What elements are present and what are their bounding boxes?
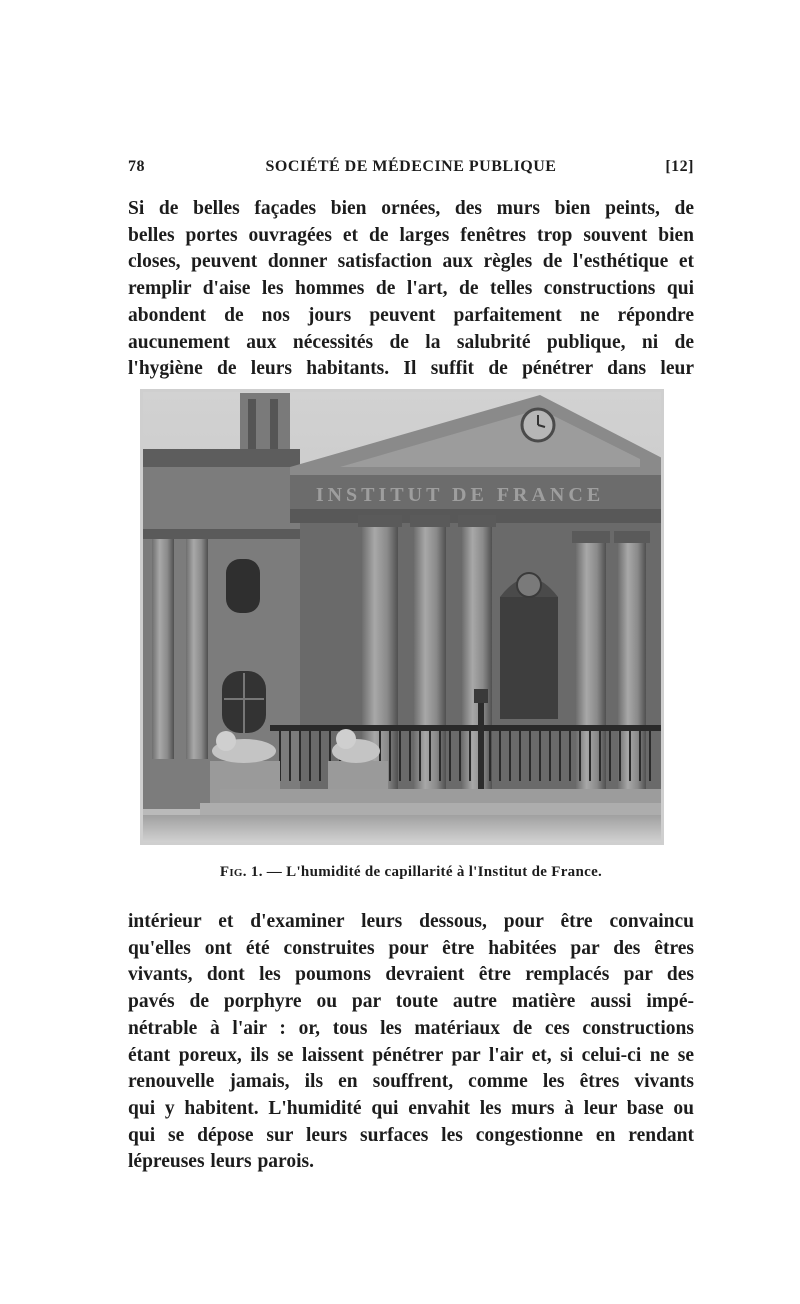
text-line: qui y habitent. L'humidité qui envahit les murs à leur base ou bbox=[128, 1097, 694, 1119]
facade-inscription: INSTITUT DE FRANCE bbox=[315, 484, 605, 506]
text-line: aucunement aux nécessités de la salubrité publique, ni de bbox=[128, 331, 694, 353]
figure-caption bbox=[128, 864, 694, 881]
text-line: Si de belles façades bien ornées, des murs bien peints, de bbox=[128, 198, 694, 219]
text-line: renouvelle jamais, ils en souffrent, comme les êtres vivants bbox=[128, 1071, 694, 1093]
text-line: closes, peuvent donner satisfaction aux règles de l'esthétique et bbox=[128, 251, 694, 273]
text-line: qui se dépose sur leurs surfaces les congestionne en rendant bbox=[128, 1124, 694, 1146]
text-line: intérieur et d'examiner leurs dessous, pour être convaincu bbox=[128, 911, 694, 932]
figure-caption-text: — L'humidité de capillarité à l'Institut de France. bbox=[262, 864, 603, 880]
page-number: 78 bbox=[128, 158, 145, 175]
section-number: [12] bbox=[665, 158, 694, 175]
text-line: lépreuses leurs parois. bbox=[128, 1151, 314, 1173]
text-line: belles portes ouvragées et de larges fenêtres trop souvent bien bbox=[128, 224, 694, 246]
text-line: pavés de porphyre ou par toute autre matière aussi impé- bbox=[128, 991, 694, 1013]
text-line: vivants, dont les poumons devraient être remplacés par des bbox=[128, 964, 694, 986]
figure-label: Fig. 1. bbox=[219, 864, 263, 880]
running-header bbox=[128, 158, 694, 182]
text-line: l'hygiène de leurs habitants. Il suffit de pénétrer dans leur bbox=[128, 358, 694, 380]
paragraph-top bbox=[128, 196, 694, 383]
text-line: abondent de nos jours peuvent parfaitement ne répondre bbox=[128, 304, 694, 326]
running-title: SOCIÉTÉ DE MÉDECINE PUBLIQUE bbox=[265, 158, 557, 175]
text-line: nétrable à l'air : or, tous les matériaux de ces constructions bbox=[128, 1017, 694, 1039]
text-line: étant poreux, ils se laissent pénétrer par l'air et, si celui-ci ne se bbox=[128, 1044, 694, 1066]
building-facade-illustration bbox=[140, 389, 664, 845]
paragraph-bottom bbox=[128, 909, 694, 1176]
text-line: qu'elles ont été construites pour être habitées par des êtres bbox=[128, 937, 694, 959]
institut-de-france-photograph bbox=[140, 389, 664, 845]
text-line: remplir d'aise les hommes de l'art, de telles constructions qui bbox=[128, 278, 694, 300]
